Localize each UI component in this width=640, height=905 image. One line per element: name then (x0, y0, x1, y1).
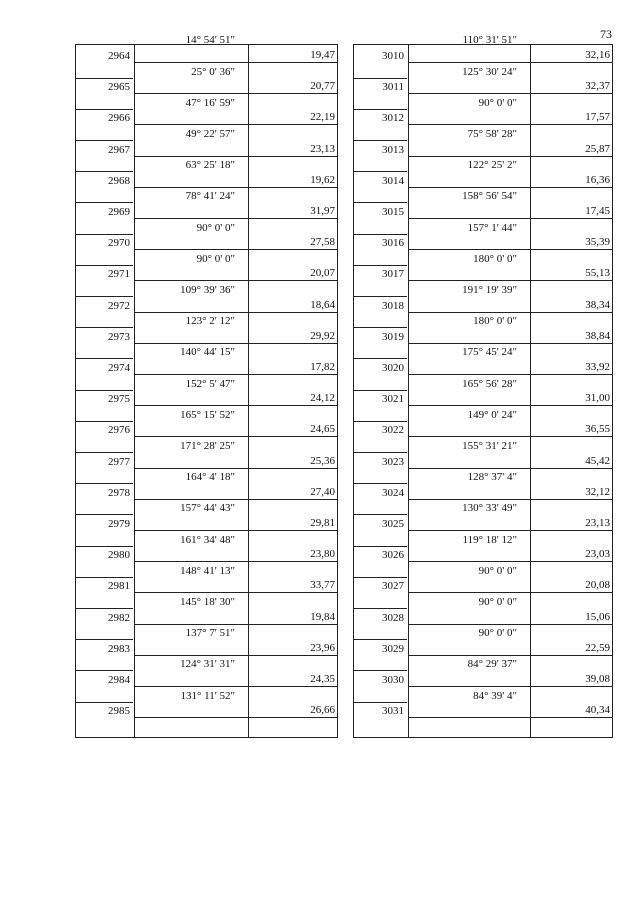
point-id: 3013 (382, 143, 404, 156)
id-divider (76, 390, 133, 391)
id-divider (76, 514, 133, 515)
id-divider (354, 546, 407, 547)
row-divider (408, 124, 612, 125)
id-divider (354, 78, 407, 79)
id-divider (354, 639, 407, 640)
point-id: 3012 (382, 112, 404, 125)
row-divider (408, 436, 612, 437)
angle-value: 123° 2' 12" (185, 315, 235, 328)
angle-value: 84° 29' 37" (467, 658, 517, 671)
angle-value: 137° 7' 51" (185, 627, 235, 640)
row-divider (408, 249, 612, 250)
point-id: 3024 (382, 486, 404, 499)
point-id: 2967 (108, 143, 130, 156)
id-divider (76, 327, 133, 328)
id-divider (76, 171, 133, 172)
id-divider (354, 390, 407, 391)
distance-value: 22,19 (310, 111, 335, 124)
angle-value: 63° 25' 18" (185, 159, 235, 172)
distance-value: 19,47 (310, 49, 335, 61)
point-id: 3014 (382, 174, 404, 187)
survey-table-left (75, 34, 338, 738)
distance-value: 27,40 (310, 485, 335, 498)
point-id: 3031 (382, 705, 404, 718)
row-divider (408, 655, 612, 656)
point-id: 2982 (108, 611, 130, 624)
row-divider (408, 530, 612, 531)
id-divider (76, 202, 133, 203)
distance-value: 29,81 (310, 517, 335, 529)
angle-value: 90° 0' 0" (478, 627, 517, 640)
row-divider (408, 93, 612, 94)
angle-value: 155° 31' 21" (462, 440, 517, 452)
point-id: 2975 (108, 393, 130, 406)
id-divider (354, 608, 407, 609)
id-divider (354, 702, 407, 703)
distance-value: 24,65 (310, 423, 335, 436)
point-id: 3026 (382, 549, 404, 562)
id-divider (354, 109, 407, 110)
survey-table-right (353, 34, 613, 738)
id-divider (354, 140, 407, 141)
angle-value: 90° 0' 0" (478, 564, 517, 577)
angle-value: 152° 5' 47" (185, 377, 235, 390)
angle-value: 157° 44' 43" (180, 502, 235, 515)
angle-value: 175° 45' 24" (462, 346, 517, 359)
row-divider (134, 561, 337, 562)
id-divider (354, 670, 407, 671)
angle-value: 119° 18' 12" (462, 533, 517, 546)
distance-value: 20,77 (310, 80, 335, 93)
angle-value: 47° 16' 59" (185, 96, 235, 109)
point-id: 3018 (382, 299, 404, 312)
row-divider (134, 280, 337, 281)
angle-value: 165° 56' 28" (462, 377, 517, 390)
id-divider (76, 483, 133, 484)
row-divider (408, 468, 612, 469)
point-id: 3030 (382, 674, 404, 686)
point-id: 2969 (108, 206, 130, 218)
row-divider (408, 405, 612, 406)
distance-value: 24,35 (310, 673, 335, 685)
distance-value: 25,87 (585, 142, 610, 155)
row-divider (134, 93, 337, 94)
distance-value: 38,34 (585, 298, 610, 311)
angle-value: 164° 4' 18" (185, 471, 235, 484)
distance-value: 23,03 (585, 548, 610, 561)
id-divider (354, 234, 407, 235)
id-divider (76, 546, 133, 547)
distance-value: 32,37 (585, 80, 610, 93)
row-divider (408, 187, 612, 188)
point-id: 2974 (108, 362, 130, 374)
point-id: 2984 (108, 674, 130, 686)
row-divider (134, 249, 337, 250)
row-divider (134, 468, 337, 469)
point-id: 2979 (108, 518, 130, 530)
angle-value: 90° 0' 0" (196, 252, 235, 265)
angle-value: 75° 58' 28" (467, 128, 517, 140)
id-divider (354, 514, 407, 515)
distance-value: 17,82 (310, 361, 335, 373)
point-id: 2976 (108, 424, 130, 437)
row-divider (134, 686, 337, 687)
row-divider (134, 312, 337, 313)
angle-value: 128° 37' 4" (467, 471, 517, 484)
point-id: 2978 (108, 486, 130, 499)
id-divider (76, 670, 133, 671)
angle-value: 157° 1' 44" (467, 221, 517, 234)
id-divider (76, 608, 133, 609)
point-id: 3021 (382, 393, 404, 406)
id-divider (354, 577, 407, 578)
angle-value: 131° 11' 52" (180, 689, 235, 702)
distance-value: 19,84 (310, 610, 335, 623)
id-divider (354, 358, 407, 359)
id-divider (76, 109, 133, 110)
distance-value: 36,55 (585, 423, 610, 436)
distance-value: 31,97 (310, 205, 335, 217)
angle-value: 171° 28' 25" (180, 440, 235, 452)
angle-value: 124° 31' 31" (180, 658, 235, 671)
angle-value: 122° 25' 2" (467, 159, 517, 172)
point-id: 3025 (382, 518, 404, 530)
id-divider (76, 140, 133, 141)
distance-value: 23,80 (310, 548, 335, 561)
id-divider (76, 421, 133, 422)
angle-value: 14° 54' 51" (185, 34, 235, 47)
row-divider (134, 499, 337, 500)
point-id: 3011 (382, 81, 404, 94)
row-divider (408, 156, 612, 157)
distance-value: 23,13 (310, 142, 335, 155)
distance-value: 24,12 (310, 392, 335, 405)
row-divider (408, 312, 612, 313)
distance-value: 15,06 (585, 610, 610, 623)
row-divider (408, 686, 612, 687)
angle-value: 180° 0' 0" (473, 252, 517, 265)
id-divider (76, 296, 133, 297)
point-id: 3020 (382, 362, 404, 374)
row-divider (408, 218, 612, 219)
id-divider (354, 171, 407, 172)
distance-value: 33,77 (310, 579, 335, 592)
row-divider (408, 343, 612, 344)
id-divider (354, 452, 407, 453)
point-id: 3029 (382, 642, 404, 655)
point-id: 3023 (382, 455, 404, 468)
distance-value: 33,92 (585, 361, 610, 373)
distance-value: 20,07 (310, 267, 335, 280)
row-divider (134, 624, 337, 625)
distance-value: 17,57 (585, 111, 610, 124)
distance-value: 40,34 (585, 704, 610, 717)
id-divider (354, 265, 407, 266)
distance-value: 29,92 (310, 329, 335, 342)
id-divider (76, 702, 133, 703)
row-divider (408, 717, 612, 718)
row-divider (408, 592, 612, 593)
angle-value: 49° 22' 57" (185, 128, 235, 140)
point-id: 3010 (382, 50, 404, 62)
angle-value: 125° 30' 24" (462, 65, 517, 78)
angle-value: 109° 39' 36" (180, 284, 235, 296)
distance-value: 19,62 (310, 173, 335, 186)
angle-value: 84° 39' 4" (473, 689, 517, 702)
row-divider (134, 156, 337, 157)
row-divider (408, 374, 612, 375)
row-divider (134, 218, 337, 219)
distance-value: 16,36 (585, 173, 610, 186)
point-id: 2970 (108, 237, 130, 250)
angle-value: 149° 0' 24" (467, 408, 517, 421)
row-divider (408, 62, 612, 63)
row-divider (134, 124, 337, 125)
id-divider (354, 483, 407, 484)
distance-value: 17,45 (585, 205, 610, 217)
row-divider (134, 436, 337, 437)
distance-value: 23,13 (585, 517, 610, 529)
page-number: 73 (600, 27, 612, 41)
angle-value: 25° 0' 36" (191, 65, 235, 78)
id-divider (354, 421, 407, 422)
angle-value: 130° 33' 49" (462, 502, 517, 515)
angle-value: 90° 0' 0" (478, 96, 517, 109)
row-divider (408, 624, 612, 625)
point-id: 2973 (108, 330, 130, 343)
angle-value: 180° 0' 0" (473, 315, 517, 328)
point-id: 3015 (382, 206, 404, 218)
distance-value: 25,36 (310, 454, 335, 467)
distance-value: 22,59 (585, 641, 610, 654)
id-divider (76, 78, 133, 79)
row-divider (134, 530, 337, 531)
row-divider (134, 187, 337, 188)
id-divider (354, 202, 407, 203)
id-divider (354, 296, 407, 297)
angle-value: 191° 19' 39" (462, 284, 517, 296)
row-divider (408, 280, 612, 281)
id-divider (76, 452, 133, 453)
point-id: 2977 (108, 455, 130, 468)
row-divider (134, 592, 337, 593)
id-divider (354, 327, 407, 328)
point-id: 2971 (108, 268, 130, 281)
row-divider (408, 499, 612, 500)
point-id: 2964 (108, 50, 130, 62)
distance-value: 23,96 (310, 641, 335, 654)
distance-value: 35,39 (585, 236, 610, 249)
row-divider (134, 343, 337, 344)
distance-value: 26,66 (310, 704, 335, 717)
distance-value: 20,08 (585, 579, 610, 592)
id-divider (76, 265, 133, 266)
distance-value: 31,00 (585, 392, 610, 405)
point-id: 2965 (108, 81, 130, 94)
row-divider (134, 717, 337, 718)
point-id: 2980 (108, 549, 130, 562)
distance-value: 39,08 (585, 673, 610, 685)
point-id: 2966 (108, 112, 130, 125)
point-id: 3022 (382, 424, 404, 437)
row-divider (134, 405, 337, 406)
point-id: 3017 (382, 268, 404, 281)
distance-value: 45,42 (585, 454, 610, 467)
distance-value: 32,12 (585, 485, 610, 498)
angle-value: 165° 15' 52" (180, 408, 235, 421)
row-divider (408, 561, 612, 562)
angle-value: 90° 0' 0" (196, 221, 235, 234)
point-id: 2983 (108, 642, 130, 655)
id-divider (76, 639, 133, 640)
id-divider (76, 577, 133, 578)
angle-value: 90° 0' 0" (478, 596, 517, 608)
angle-value: 158° 56' 54" (462, 190, 517, 203)
point-id: 3028 (382, 611, 404, 624)
distance-value: 27,58 (310, 236, 335, 249)
point-id: 2968 (108, 174, 130, 187)
angle-value: 110° 31' 51" (462, 34, 517, 47)
distance-value: 38,84 (585, 329, 610, 342)
distance-value: 55,13 (585, 267, 610, 280)
angle-value: 148° 41' 13" (180, 564, 235, 577)
point-id: 3019 (382, 330, 404, 343)
angle-value: 161° 34' 48" (180, 533, 235, 546)
angle-value: 145° 18' 30" (180, 596, 235, 608)
row-divider (134, 374, 337, 375)
point-id: 3027 (382, 580, 404, 593)
point-id: 2985 (108, 705, 130, 718)
distance-value: 18,64 (310, 298, 335, 311)
angle-value: 140° 44' 15" (180, 346, 235, 359)
row-divider (134, 62, 337, 63)
point-id: 2972 (108, 299, 130, 312)
angle-value: 78° 41' 24" (185, 190, 235, 203)
distance-value: 32,16 (585, 49, 610, 61)
id-divider (76, 234, 133, 235)
id-divider (76, 358, 133, 359)
point-id: 2981 (108, 580, 130, 593)
row-divider (134, 655, 337, 656)
point-id: 3016 (382, 237, 404, 250)
